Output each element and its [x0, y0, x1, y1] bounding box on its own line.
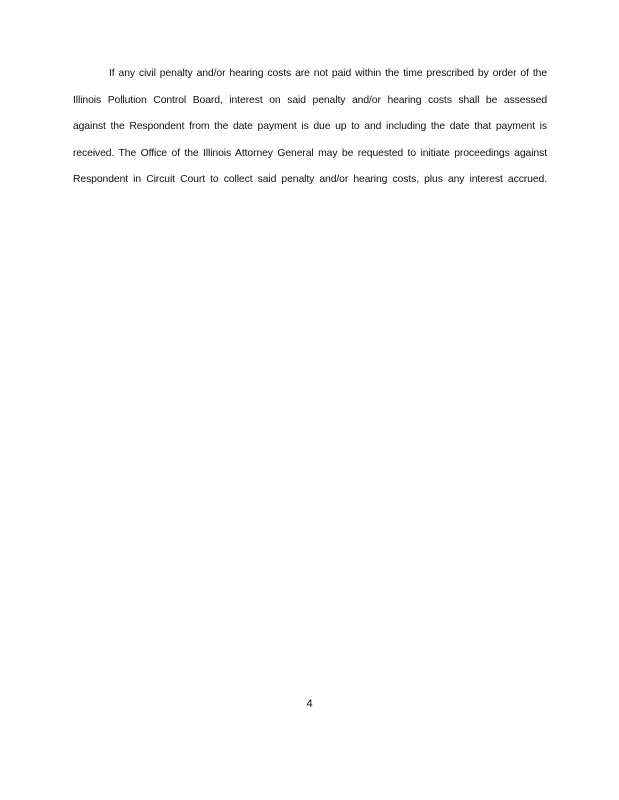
paragraph-line: Respondent in Circuit Court to collect said penalty and/or hearing costs, plus any interest accrued. [73, 174, 547, 185]
paragraph-line: Illinois Pollution Control Board, interest on said penalty and/or hearing costs shall be assessed [73, 94, 547, 106]
page-number: 4 [306, 698, 313, 710]
paragraph-line: If any civil penalty and/or hearing costs are not paid within the time prescribed by order of the [109, 68, 547, 79]
paragraph-line: received. The Office of the Illinois Attorney General may be requested to initiate proceedings against [73, 147, 547, 159]
body-paragraph [73, 61, 547, 194]
paragraph-line: against the Respondent from the date payment is due up to and including the date that payment is [73, 121, 547, 132]
